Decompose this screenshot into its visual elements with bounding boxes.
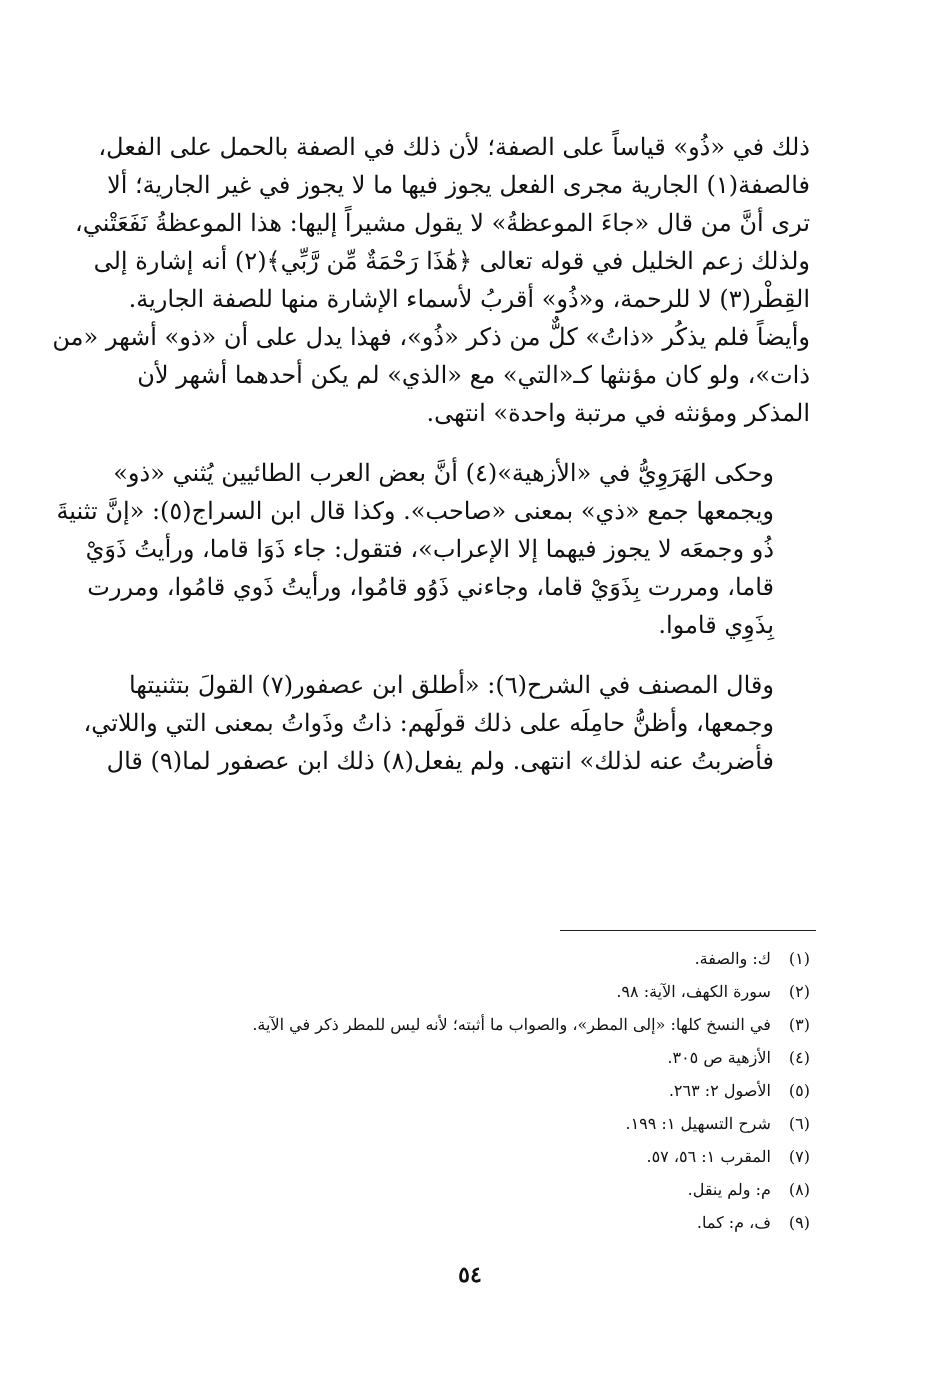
footnote-4 (120, 1041, 810, 1074)
footnote-3 (120, 1008, 810, 1041)
paragraph-2 (56, 454, 810, 644)
footnote-text: الأزهية ص ٣٠٥. (667, 1048, 771, 1067)
footnote-text: الأصول ٢: ٢٦٣. (668, 1081, 771, 1100)
footnote-number: (٥) (788, 1081, 810, 1100)
text-line: بِذَوِي قاموا. (658, 611, 774, 639)
footnote-number: (٧) (788, 1147, 810, 1166)
footnote-text: المقرب ١: ٥٦، ٥٧. (646, 1147, 771, 1166)
footnote-text: م: ولم ينقل. (687, 1180, 771, 1199)
footnote-text: في النسخ كلها: «إلى المطر»، والصواب ما أثبته؛ لأنه ليس للمطر ذكر في الآية. (252, 1015, 771, 1034)
text-line: ذلك في «ذُو» قياساً على الصفة؛ لأن ذلك في الصفة بالحمل على الفعل، (98, 133, 810, 161)
footnote-text: ك: والصفة. (694, 949, 771, 968)
footnote-number: (٩) (788, 1213, 810, 1232)
footnote-2 (120, 975, 810, 1008)
paragraph-1 (52, 128, 810, 432)
footnote-1 (120, 942, 810, 975)
footnote-number: (١) (788, 949, 810, 968)
footnotes (120, 942, 810, 1239)
text-line: ترى أنَّ من قال «جاءَ الموعظةُ» لا يقول مشيراً إليها: هذا الموعظةُ نَفَعَتْني، (75, 209, 810, 237)
text-line: ذُو وجمعَه لا يجوز فيهما إلا الإعراب»، فتقول: جاء ذَوَا قاما، ورأيتُ ذَوَيْ (85, 535, 774, 563)
footnote-6 (120, 1107, 810, 1140)
footnote-separator (560, 930, 816, 931)
footnote-number: (٢) (788, 982, 810, 1001)
footnote-text: سورة الكهف، الآية: ٩٨. (616, 982, 771, 1001)
text-line: ذات»، ولو كان مؤنثها كـ«التي» مع «الذي» لم يكن أحدهما أشهر لأن (137, 361, 810, 389)
text-line: ويجمعها جمع «ذي» بمعنى «صاحب». وكذا قال ابن السراج(٥): «إنَّ تثنيةَ (56, 497, 774, 525)
text-line: المذكر ومؤنثه في مرتبة واحدة» انتهى. (426, 399, 810, 427)
page-number: ٥٤ (458, 1262, 482, 1288)
text-line: وحكى الهَرَوِيُّ في «الأزهية»(٤) أنَّ بعض العرب الطائيين يُثني «ذو» (113, 459, 774, 487)
footnote-9 (120, 1206, 810, 1239)
text-line: وقال المصنف في الشرح(٦): «أطلق ابن عصفور(٧) القولَ بتثنيتها (128, 671, 774, 699)
paragraph-3 (83, 666, 810, 780)
footnote-7 (120, 1140, 810, 1173)
text-line: ولذلك زعم الخليل في قوله تعالى ﴿هَٰذَا رَحْمَةٌ مِّن رَّبِّي﴾(٢) أنه إشارة إلى (93, 247, 810, 275)
footnote-text: ف، م: كما. (696, 1213, 771, 1232)
footnote-number: (٦) (788, 1114, 810, 1133)
text-line: وجمعها، وأظنُّ حامِلَه على ذلك قولَهم: ذاتُ وذَواتُ بمعنى التي واللاتي، (83, 709, 774, 737)
footnote-8 (120, 1173, 810, 1206)
text-line: وأيضاً فلم يذكُر «ذاتُ» كلٌّ من ذكر «ذُو»، فهذا يدل على أن «ذو» أشهر «من (52, 323, 810, 351)
footnote-number: (٤) (788, 1048, 810, 1067)
footnote-number: (٨) (788, 1180, 810, 1199)
footnote-5 (120, 1074, 810, 1107)
text-line: القِطْر(٣) لا للرحمة، و«ذُو» أقربُ لأسماء الإشارة منها للصفة الجارية. (128, 285, 810, 313)
text-line: فأضربتُ عنه لذلك» انتهى. ولم يفعل(٨) ذلك ابن عصفور لما(٩) قال (106, 747, 774, 775)
main-text (52, 128, 810, 802)
text-line: فالصفة(١) الجارية مجرى الفعل يجوز فيها ما لا يجوز في غير الجارية؛ ألا (107, 171, 810, 199)
footnote-text: شرح التسهيل ١: ١٩٩. (625, 1114, 771, 1133)
text-line: قاما، ومررت بِذَوَيْ قاما، وجاءني ذَوُو قامُوا، ورأيتُ ذَوي قامُوا، ومررت (87, 573, 774, 601)
footnote-number: (٣) (788, 1015, 810, 1034)
